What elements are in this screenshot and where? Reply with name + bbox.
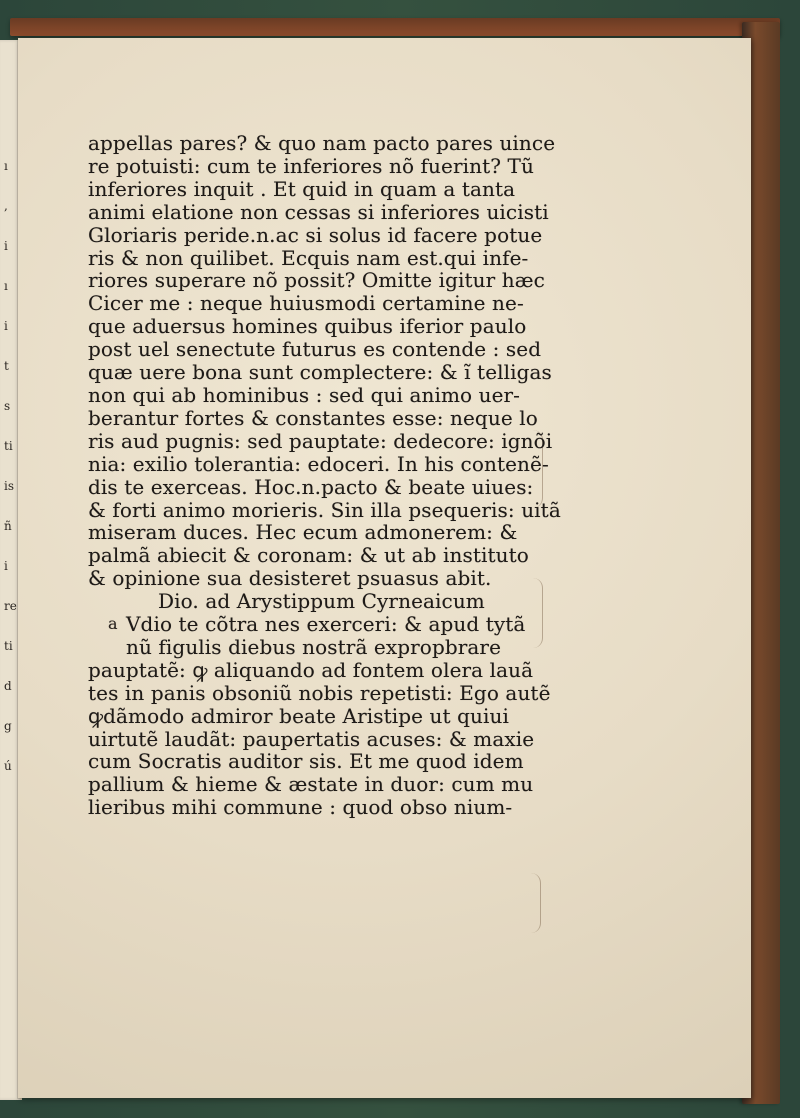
text-line: nia: exilio tolerantia: edoceri. In his contenẽ-	[88, 451, 549, 476]
text-line: re potuisti: cum te inferiores nõ fuerint? Tũ	[88, 153, 534, 178]
text-line: Vdio te cõtra nes exerceri: & apud tytã	[126, 612, 526, 637]
book-page	[18, 38, 751, 1098]
text-line-with-initial	[88, 613, 558, 636]
margin-fragment: ú	[4, 759, 12, 773]
left-margin-fragments	[4, 160, 18, 1020]
margin-fragment: is	[4, 479, 14, 493]
text-line: Cicer me : neque huiusmodi certamine ne-	[88, 291, 524, 316]
text-line: tes in panis obsoniũ nobis repetisti: Ego autẽ	[88, 680, 551, 705]
text-line: riores superare nõ possit? Omitte igitur hæc	[88, 268, 545, 293]
section-heading: Dio. ad Arystippum Cyrneaicum	[158, 589, 485, 614]
text-line: & forti animo morieris. Sin illa psequeris: uitã	[88, 497, 561, 522]
text-line: palmã abiecit & coronam: & ut ab instituto	[88, 543, 529, 568]
text-line: non qui ab hominibus : sed qui animo uer-	[88, 382, 521, 407]
margin-fragment: ı	[4, 279, 8, 293]
text-line: dis te exerceas. Hoc.n.pacto & beate uiues:	[88, 474, 534, 499]
margin-fragment: ti	[4, 639, 13, 653]
text-line: quæ uere bona sunt complectere: & ĩ telligas	[88, 360, 552, 385]
text-line: uirtutẽ laudãt: paupertatis acuses: & maxie	[88, 726, 535, 751]
margin-fragment: re	[4, 599, 17, 613]
page-text-block	[88, 131, 561, 820]
margin-fragment: s	[4, 399, 11, 413]
margin-fragment: t	[4, 359, 9, 373]
text-line: ris & non quilibet. Ecquis nam est.qui infe-	[88, 245, 529, 270]
text-line: appellas pares? & quo nam pacto pares uince	[88, 131, 556, 155]
text-line: pallium & hieme & æstate in duor: cum mu	[88, 772, 534, 797]
text-line: animi elatione non cessas si inferiores uicisti	[88, 199, 549, 224]
margin-fragment: d	[4, 679, 12, 693]
text-line: & opinione sua desisteret psuasus abit.	[88, 566, 492, 591]
margin-fragment: ,	[4, 199, 8, 213]
text-line: inferiores inquit . Et quid in quam a tanta	[88, 176, 516, 201]
initial-letter-guide: a	[108, 614, 118, 634]
margin-fragment: g	[4, 719, 12, 733]
ink-bracket-mark	[528, 873, 541, 933]
margin-fragment: i	[4, 239, 8, 253]
book-top-edge	[10, 18, 780, 36]
margin-fragment: ti	[4, 439, 13, 453]
margin-fragment: i	[4, 559, 8, 573]
text-line: miseram duces. Hec ecum admonerem: &	[88, 520, 518, 545]
text-line: cum Socratis auditor sis. Et me quod idem	[88, 749, 524, 774]
text-line: nũ figulis diebus nostrã expropbrare	[126, 634, 502, 659]
text-line: post uel senectute futurus es contende : sed	[88, 337, 542, 362]
margin-fragment: ı	[4, 159, 8, 173]
text-line: que aduersus homines quibus iferior paulo	[88, 314, 527, 339]
text-line: berantur fortes & constantes esse: neque lo	[88, 405, 538, 430]
text-line: pauptatẽ: ꝙ aliquando ad fontem olera lauã	[88, 657, 534, 682]
text-line: lieribus mihi commune : quod obso nium-	[88, 795, 513, 820]
margin-fragment: i	[4, 319, 8, 333]
text-line: ris aud pugnis: sed pauptate: dedecore: ignõi	[88, 428, 553, 453]
text-line: Gloriaris peride.n.ac si solus id facere potue	[88, 222, 543, 247]
margin-fragment: ñ	[4, 519, 12, 533]
text-line: ꝙdãmodo admiror beate Aristipe ut quiui	[88, 703, 509, 728]
